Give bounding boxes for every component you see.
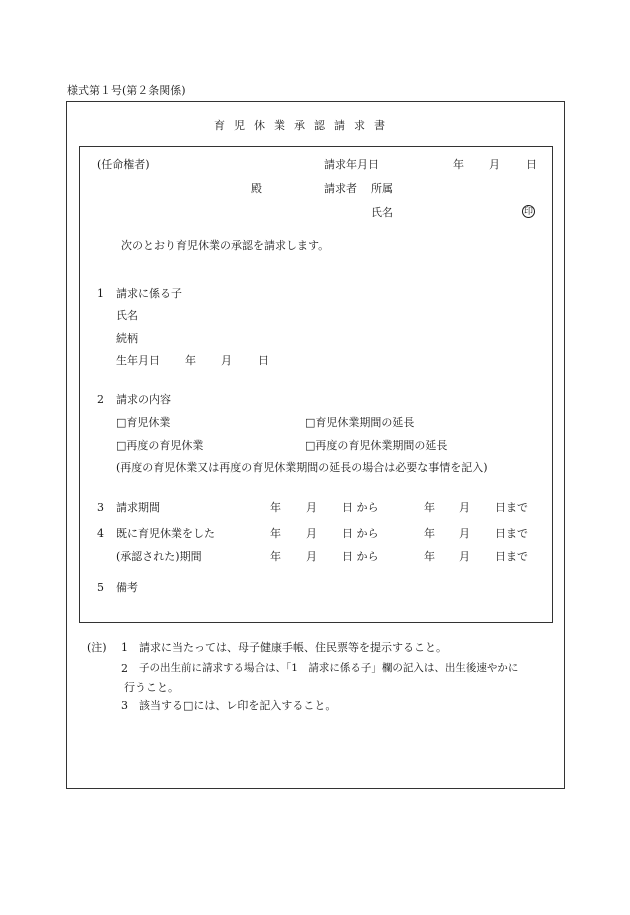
section5-title: 備考 [116, 581, 138, 594]
prior2-to-month: 月 [459, 550, 470, 563]
birth-year-label: 年 [185, 354, 196, 367]
note3-number: 3 [121, 699, 128, 712]
section1-title: 請求に係る子 [116, 287, 182, 300]
section4-subtitle: (承認された)期間 [116, 550, 202, 563]
section4-title: 既に育児休業をした [116, 527, 215, 540]
option-childcare-leave[interactable]: □育児休業 [116, 416, 171, 429]
notes-label: (注) [87, 641, 107, 654]
note1-number: 1 [121, 641, 128, 654]
section2-title: 請求の内容 [116, 393, 171, 406]
prior2-from-month: 月 [306, 550, 317, 563]
dono-label: 殿 [251, 182, 262, 195]
intro-text: 次のとおり育児休業の承認を請求します。 [121, 239, 330, 252]
section2-note: (再度の育児休業又は再度の育児休業期間の延長の場合は必要な事情を記入) [116, 461, 488, 474]
period-to-day: 日まで [495, 501, 528, 514]
section3-number: 3 [97, 501, 104, 514]
prior-from-year: 年 [270, 527, 281, 540]
birth-day-label: 日 [258, 354, 269, 367]
prior-to-month: 月 [459, 527, 470, 540]
request-day-label: 日 [526, 158, 537, 171]
prior2-from-day: 日 から [342, 550, 379, 563]
seal-mark [522, 205, 535, 218]
section3-title: 請求期間 [116, 501, 160, 514]
form-number: 様式第１号(第２条関係) [67, 84, 186, 97]
note2-text-cont: 行うこと。 [124, 681, 179, 694]
option-leave-extension[interactable]: □育児休業期間の延長 [305, 416, 415, 429]
period-from-day: 日 から [342, 501, 379, 514]
requester-label: 請求者 [324, 182, 357, 195]
appointer-label: (任命権者) [97, 158, 150, 171]
option-repeat-extension[interactable]: □再度の育児休業期間の延長 [305, 439, 448, 452]
seal-text: 印 [523, 207, 533, 217]
request-month-label: 月 [489, 158, 500, 171]
note2-text: 子の出生前に請求する場合は、「1 請求に係る子」欄の記入は、出生後速やかに [139, 662, 519, 674]
prior-to-year: 年 [424, 527, 435, 540]
request-year-label: 年 [453, 158, 464, 171]
child-birth-label: 生年月日 [116, 354, 160, 367]
prior2-from-year: 年 [270, 550, 281, 563]
note2-number: 2 [121, 662, 128, 675]
birth-month-label: 月 [221, 354, 232, 367]
child-name-label: 氏名 [116, 309, 138, 322]
prior-from-month: 月 [306, 527, 317, 540]
option-repeat-leave[interactable]: □再度の育児休業 [116, 439, 204, 452]
prior2-to-day: 日まで [495, 550, 528, 563]
section2-number: 2 [97, 393, 104, 406]
name-label: 氏名 [371, 206, 393, 219]
section4-number: 4 [97, 527, 104, 540]
period-from-year: 年 [270, 501, 281, 514]
prior-to-day: 日まで [495, 527, 528, 540]
note3-text: 該当する□には、レ印を記入すること。 [139, 699, 337, 712]
period-to-month: 月 [459, 501, 470, 514]
prior-from-day: 日 から [342, 527, 379, 540]
child-relation-label: 続柄 [116, 332, 138, 345]
affiliation-label: 所属 [371, 182, 393, 195]
prior2-to-year: 年 [424, 550, 435, 563]
request-date-label: 請求年月日 [324, 158, 379, 171]
period-to-year: 年 [424, 501, 435, 514]
form-title: 育児休業承認請求書 [214, 119, 394, 132]
section1-number: 1 [97, 287, 104, 300]
section5-number: 5 [97, 581, 104, 594]
note1-text: 請求に当たっては、母子健康手帳、住民票等を提示すること。 [139, 641, 447, 654]
period-from-month: 月 [306, 501, 317, 514]
